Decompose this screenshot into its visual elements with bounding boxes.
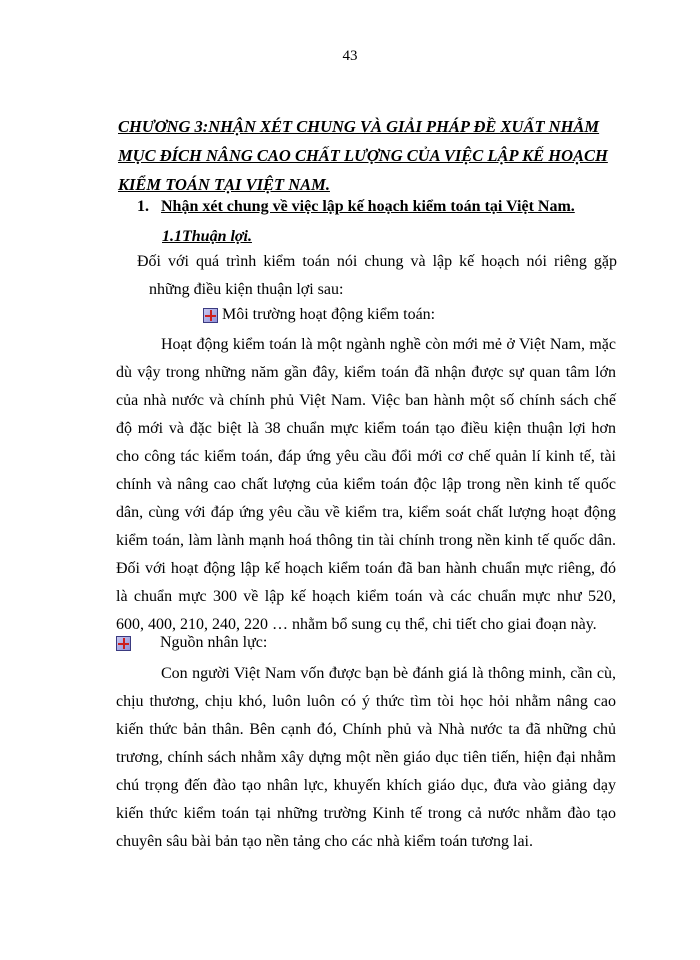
human-resources-bullet	[116, 634, 267, 652]
human-resources-paragraph	[116, 660, 616, 856]
document-bullet-icon	[116, 636, 131, 651]
environment-bullet	[203, 306, 435, 324]
paragraph-line: cho công tác kiểm toán, đáp ứng yêu cầu đổi mới cơ chế quản lí kinh tế, tài	[116, 448, 616, 465]
intro-paragraph	[137, 248, 617, 304]
subsection-heading: 1.1Thuận lợi.	[162, 228, 252, 245]
chapter-title-line: MỤC ĐÍCH NÂNG CAO CHẤT LƯỢNG CỦA VIỆC LẬP KẾ HOẠCH	[118, 146, 608, 165]
paragraph-line: kiểm toán, làm lành mạnh hoá thông tin tài chính trong nền kinh tế quốc dân.	[116, 532, 616, 549]
human-resources-bullet-label: Nguồn nhân lực:	[160, 634, 268, 651]
paragraph-line: độ mới và đặc biệt là 38 chuẩn mực kiểm toán tạo điều kiện thuận lợi hơn	[116, 420, 616, 437]
paragraph-line: kiến thức bản thân. Bên cạnh đó, Chính phủ và Nhà nước ta đã những chủ	[116, 721, 616, 738]
section-title: Nhận xét chung về việc lập kế hoạch kiểm toán tại Việt Nam.	[161, 198, 575, 215]
chapter-title-line: KIỂM TOÁN TẠI VIỆT NAM.	[118, 175, 330, 194]
section-number: 1.	[137, 198, 149, 215]
paragraph-line: những điều kiện thuận lợi sau:	[149, 281, 344, 298]
paragraph-line: Hoạt động kiểm toán là một ngành nghề còn mới mẻ ở Việt Nam, mặc	[161, 336, 616, 353]
paragraph-line: chính và nâng cao chất lượng của kiểm toán độc lập trong nền kinh tế quốc	[116, 476, 616, 493]
paragraph-line: kiến thức kiểm toán tại những trường Kinh tế trong cả nước nhằm đào tạo	[116, 805, 616, 822]
chapter-title	[118, 112, 618, 199]
paragraph-line: trương, chính sách nhằm xây dựng một nền giáo dục tiên tiến, hiện đại nhằm	[116, 749, 616, 766]
page-number: 43	[342, 48, 358, 64]
environment-paragraph	[116, 331, 616, 639]
paragraph-line: là chuẩn mực 300 về lập kế hoạch kiểm toán và các chuẩn mực như 520,	[116, 588, 616, 605]
chapter-title-line: CHƯƠNG 3:NHẬN XÉT CHUNG VÀ GIẢI PHÁP ĐỀ XUẤT NHẰM	[118, 117, 600, 136]
paragraph-line: 600, 400, 210, 240, 220 … nhằm bổ sung cụ thể, chi tiết cho giai đoạn này.	[116, 616, 597, 633]
paragraph-line: chú trọng đến đào tạo nhân lực, khuyến khích giáo dục, đưa vào giảng dạy	[116, 777, 616, 794]
paragraph-line: Con người Việt Nam vốn được bạn bè đánh giá là thông minh, cần cù,	[161, 665, 616, 682]
paragraph-line: Đối với quá trình kiểm toán nói chung và lập kế hoạch nói riêng gặp	[137, 253, 617, 270]
environment-bullet-label: Môi trường hoạt động kiểm toán:	[222, 306, 436, 323]
paragraph-line: chịu thương, chịu khó, luôn luôn có ý thức tìm tòi học hỏi nhằm nâng cao	[116, 693, 616, 710]
paragraph-line: của nhà nước và chính phủ Việt Nam. Việc ban hành một số chính sách chế	[116, 392, 616, 409]
paragraph-line: dân, cùng với đáp ứng yêu cầu về kiểm tra, kiểm soát chất lượng hoạt động	[116, 504, 616, 521]
document-bullet-icon	[203, 308, 218, 323]
paragraph-line: chuyên sâu bài bản tạo nền tảng cho các nhà kiểm toán tương lai.	[116, 833, 533, 850]
paragraph-line: dù vậy trong những năm gần đây, kiểm toán đã nhận được sự quan tâm lớn	[116, 364, 616, 381]
paragraph-line: Đối với hoạt động lập kế hoạch kiểm toán đã ban hành chuẩn mực riêng, đó	[116, 560, 616, 577]
section-heading	[137, 198, 575, 216]
